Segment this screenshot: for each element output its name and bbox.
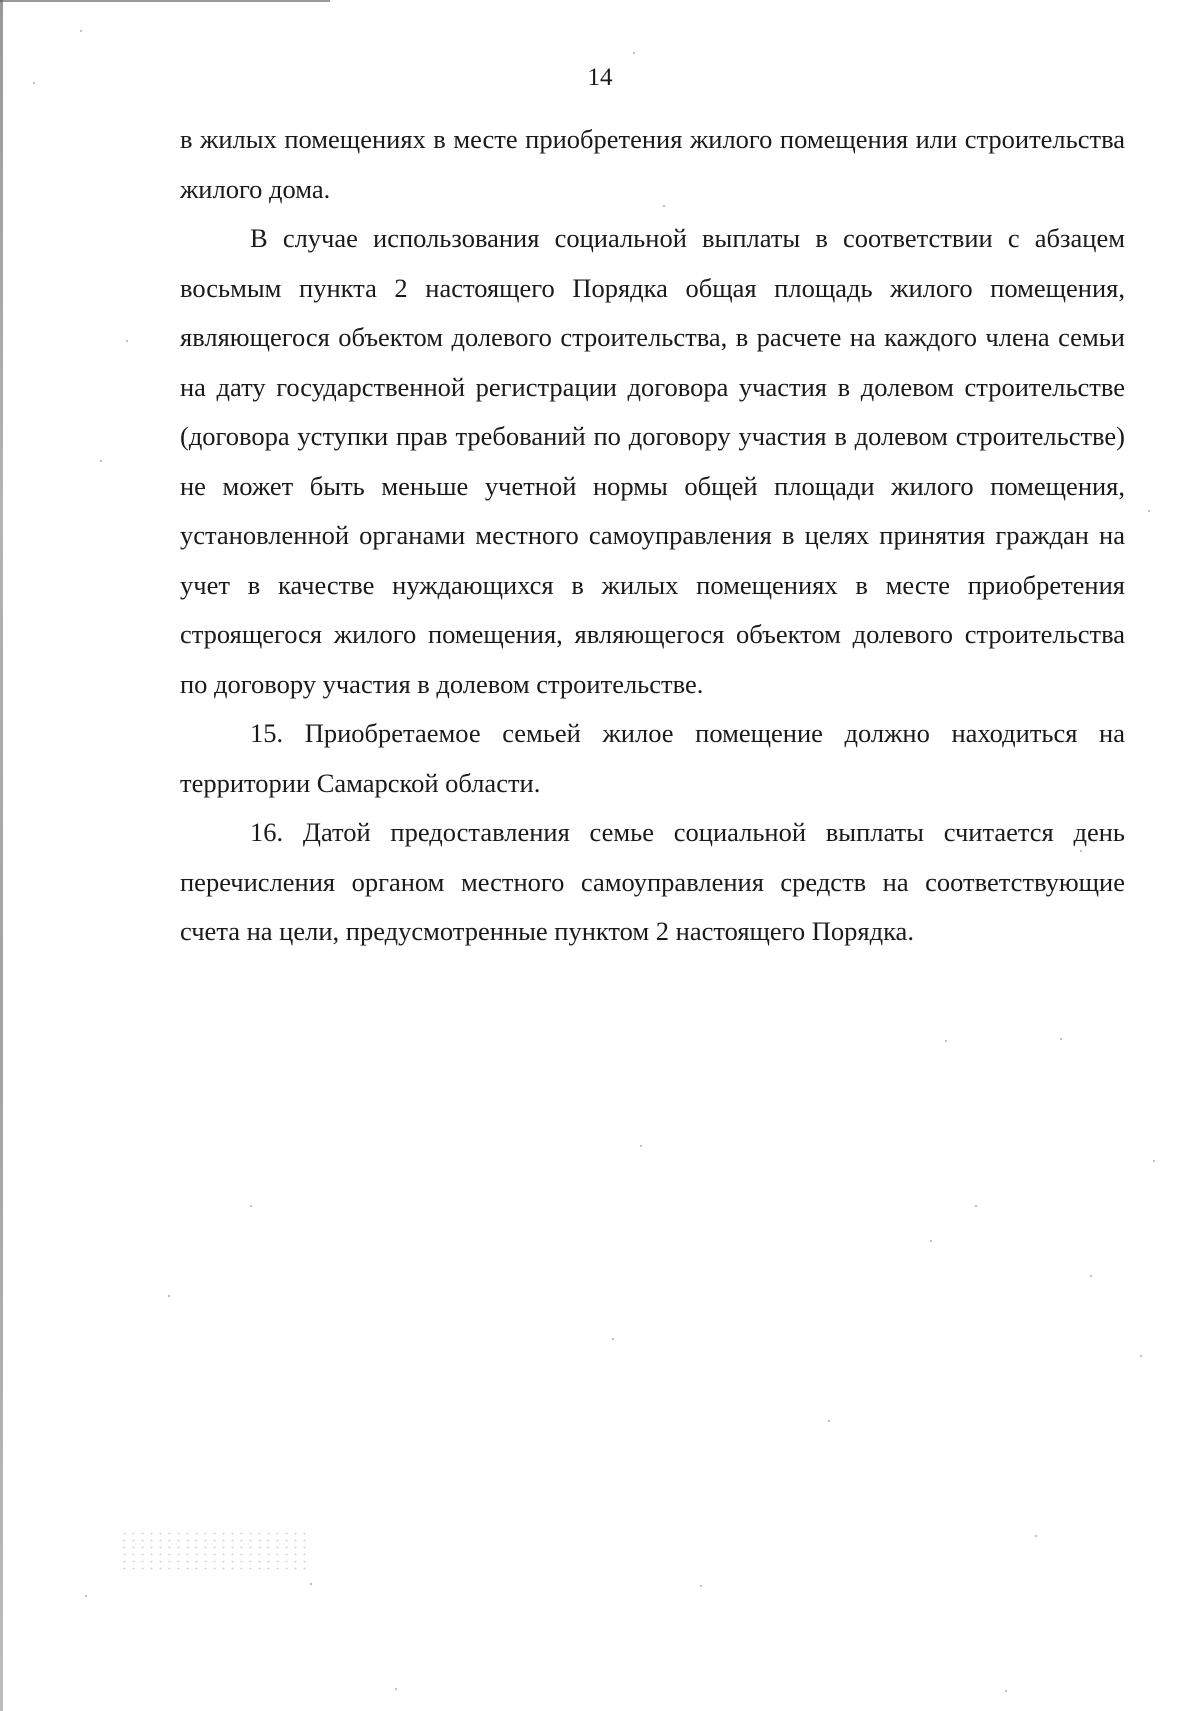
scan-speck xyxy=(1080,850,1082,852)
scan-speck xyxy=(640,1145,642,1147)
scan-speck xyxy=(945,1040,947,1042)
paragraph-item-16: 16. Датой предоставления семье социальной выплаты считается день перечисления органом местного самоуправления средств на соответствующие счета на цели, предусмотренные пунктом 2 настоящего Порядка. xyxy=(180,817,1125,946)
scan-speck xyxy=(250,1205,252,1207)
scan-left-edge xyxy=(0,0,3,1711)
paragraph-continuation: в жилых помещениях в месте приобретения жилого помещения или строительства жилого дома. xyxy=(180,124,1125,204)
scan-speck xyxy=(930,1240,932,1242)
scan-speck xyxy=(85,1595,87,1597)
scan-speck xyxy=(633,52,635,54)
scan-speck xyxy=(126,340,128,342)
scan-speck xyxy=(1148,510,1150,512)
document-body xyxy=(180,115,1125,957)
scan-speck xyxy=(1140,1355,1142,1357)
scan-speck xyxy=(395,1688,397,1690)
scan-speck xyxy=(663,205,665,207)
scan-speck xyxy=(1005,1690,1007,1692)
scan-speck xyxy=(975,1205,977,1207)
scan-speck xyxy=(310,1583,312,1585)
scan-speck xyxy=(1153,1160,1155,1162)
scan-speck xyxy=(1035,1535,1037,1537)
scan-speck xyxy=(828,1420,830,1422)
scan-top-edge xyxy=(0,0,330,2)
scan-speck xyxy=(168,1295,170,1297)
scan-speck xyxy=(80,30,82,32)
paragraph-item-15: 15. Приобретаемое семьей жилое помещение должно находиться на территории Самарской области. xyxy=(180,718,1125,798)
scan-speck xyxy=(612,1338,614,1340)
scan-noise xyxy=(120,1530,310,1570)
scan-speck xyxy=(700,1585,702,1587)
scan-speck xyxy=(100,460,102,462)
scan-speck xyxy=(1060,1038,1062,1040)
paragraph-floor-area: В случае использования социальной выплаты в соответствии с абзацем восьмым пункта 2 настоящего Порядка общая площадь жилого помещения, являющегося объектом долевого строительства, в расчете на каждого члена семьи на дату государственной регистрации договора участия в долевом строительстве (договора уступки прав требований по договору участия в долевом строительстве) не может быть меньше учетной нормы общей площади жилого помещения, установленной органами местного самоуправления в целях принятия граждан на учет в качестве нуждающихся в жилых помещениях в месте приобретения строящегося жилого помещения, являющегося объектом долевого строительства по договору участия в долевом строительстве. xyxy=(180,223,1125,699)
page-number: 14 xyxy=(587,64,613,91)
scan-speck xyxy=(33,82,35,84)
scan-speck xyxy=(1090,1275,1092,1277)
